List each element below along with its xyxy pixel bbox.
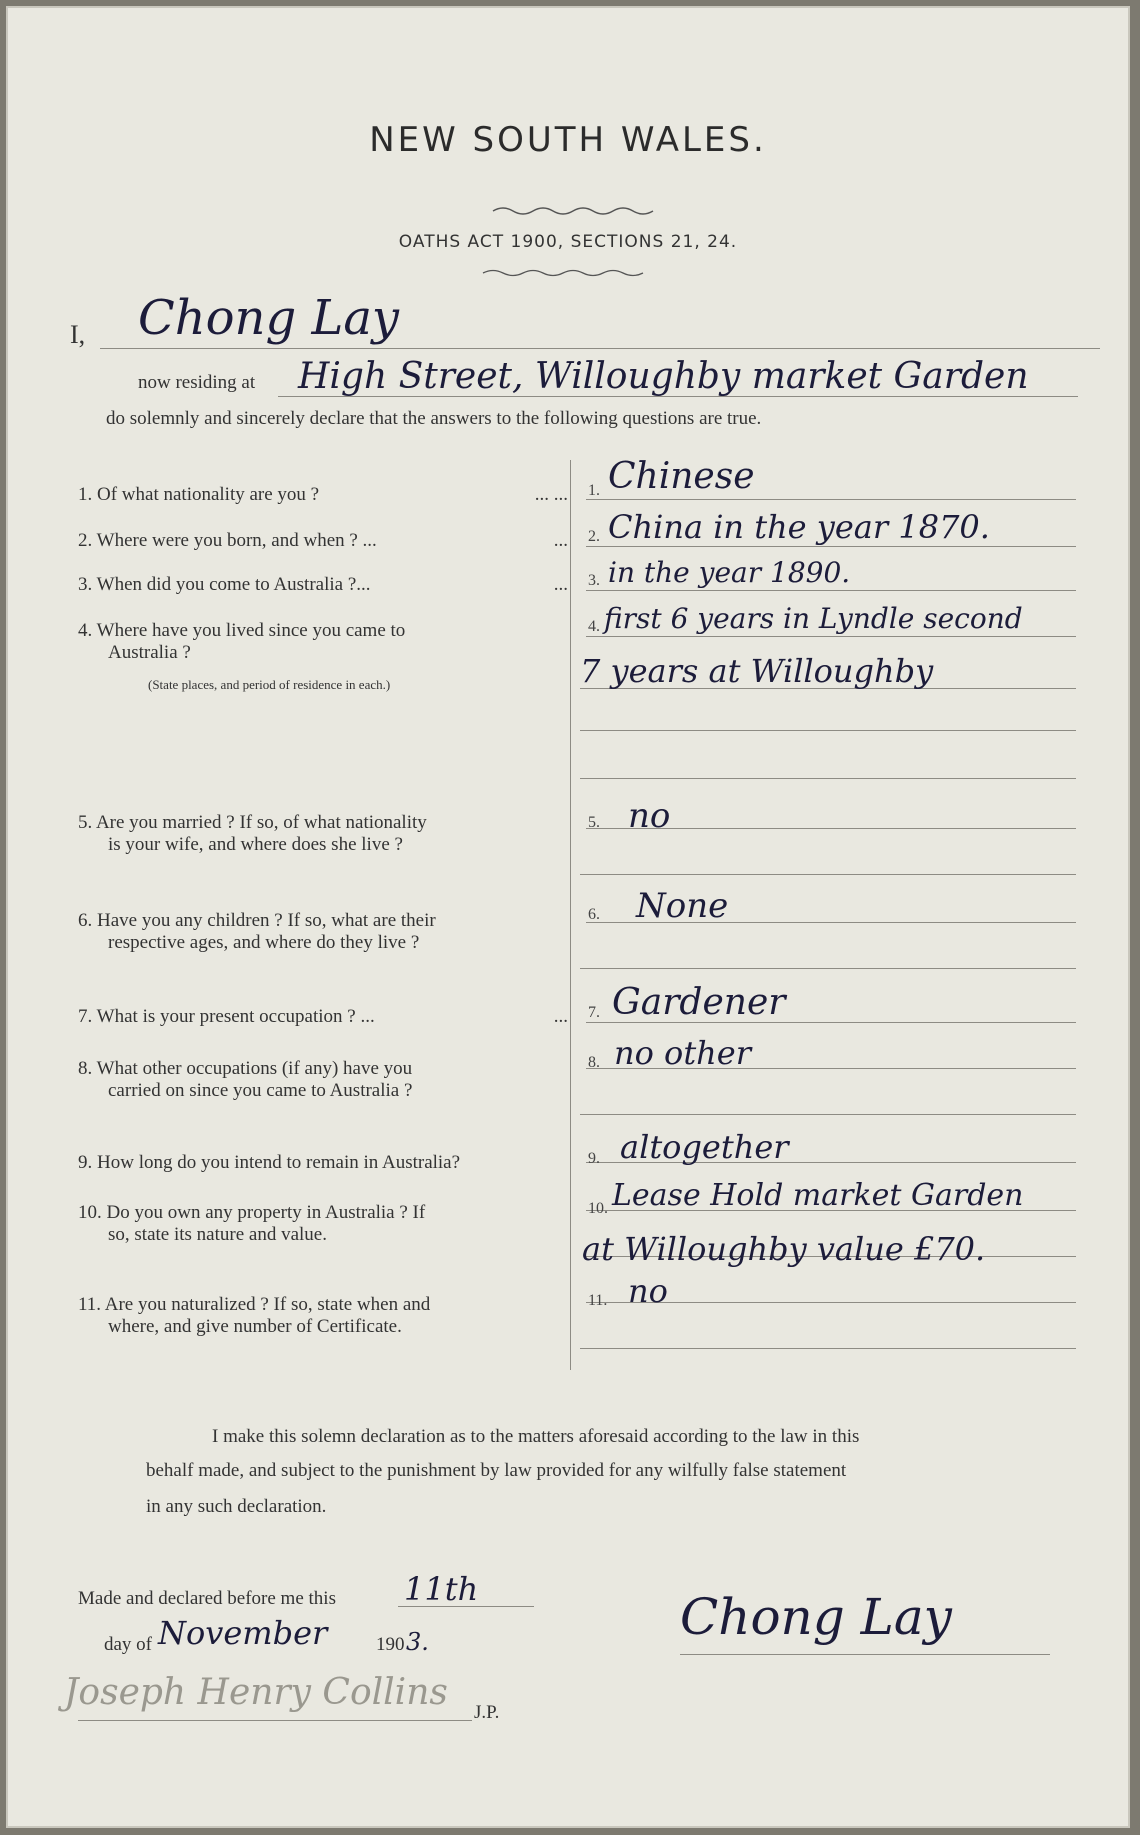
answer-1: Chinese — [608, 456, 755, 497]
answer-8: no other — [614, 1034, 752, 1072]
solemn-line-2: behalf made, and subject to the punishment by law provided for any wilfully false statement — [146, 1460, 847, 1481]
question-9: 9. How long do you intend to remain in Australia? — [78, 1152, 461, 1173]
question-4: 4. Where have you lived since you came to Australia ? (State places, and period of residence in each.) — [78, 620, 406, 692]
declaration-day: 11th — [404, 1570, 479, 1608]
residing-label: now residing at — [138, 372, 256, 393]
year-prefix: 190 — [376, 1634, 405, 1655]
solemn-line-3: in any such declaration. — [146, 1496, 327, 1517]
declarant-signature: Chong Lay — [680, 1588, 952, 1646]
declaration-intro: do solemnly and sincerely declare that the answers to the following questions are true. — [106, 408, 762, 429]
jp-label: J.P. — [474, 1702, 500, 1723]
answer-5: no — [628, 796, 671, 836]
made-declared-label: Made and declared before me this — [78, 1588, 336, 1609]
question-6: 6. Have you any children ? If so, what are their respective ages, and where do they live ? — [78, 910, 436, 953]
year-value: 3. — [406, 1628, 429, 1656]
question-2: 2. Where were you born, and when ? ... ... — [78, 530, 568, 551]
answer-4-line-1: first 6 years in Lyndle second — [604, 602, 1023, 635]
answer-10-line-2: at Willoughby value £70. — [582, 1230, 986, 1268]
subtitle-flourish-icon — [478, 267, 648, 279]
jp-signature: Joseph Henry Collins — [64, 1672, 448, 1713]
form-subtitle: OATHS ACT 1900, SECTIONS 21, 24. — [398, 232, 738, 252]
title-flourish-icon — [488, 204, 668, 218]
question-8: 8. What other occupations (if any) have you carried on since you came to Australia ? — [78, 1058, 413, 1101]
declaration-month: November — [158, 1614, 328, 1652]
answer-4-line-2: 7 years at Willoughby — [580, 652, 934, 690]
question-7: 7. What is your present occupation ? ... ... — [78, 1006, 568, 1027]
answer-11: no — [628, 1272, 668, 1310]
answer-2: China in the year 1870. — [608, 508, 990, 546]
residing-address: High Street, Willoughby market Garden — [298, 356, 1029, 397]
answer-9: altogether — [620, 1128, 789, 1166]
question-1: 1. Of what nationality are you ? ... ... — [78, 484, 568, 505]
answer-6: None — [636, 886, 729, 926]
declaration-form: NEW SOUTH WALES. OATHS ACT 1900, SECTIONS 21, 24. I, Chong Lay now residing at High Street, Willoughby market Garden do solemnly and sincerely declare that the answers to the following questions are true. 1. Of what nationality are you ? ... ... 2. Where were you born, and when ? ... ... 3. When did you come to Australia ?... ... 4. Where have you lived since you came to Australia ? (State places, and period of residence in each.) 5. Are you married ? If so, of what nationality is your wife, and where does she live ? 6. Have you any children ? If so, what are their respective ages, and where do they live ? 7. What is your present occupation ? ... ... 8. What other occupations (if any) have you carried on since you came to Australia ? 9. How long do you intend to remain in Australia? 10. Do you own any property in Australia ? If so, state its nature and value. 11. Are you naturalized ? If so, state when and where, and give number of Certificate. 1. Chinese 2. China in the year 1870. 3. in the year 1890. 4. first 6 years in Lyndle second 7 years at Willoughby 5. no 6. None 7. Gardener 8. no other 9. altogether 10. Lease Hold market Garden at Willoughby value £70. 11. no I make this solemn declaration as to the matters aforesaid according to the law in this behalf made, and subject to the punishment by law provided for any wilfully false statement in any such declaration. Made and declared before me this 11th day of November 190 3. Joseph Henry Collins J.P. Chong Lay — [6, 6, 1130, 1828]
form-title: NEW SOUTH WALES. — [369, 120, 767, 160]
declarant-name: Chong Lay — [138, 290, 400, 346]
question-11: 11. Are you naturalized ? If so, state when and where, and give number of Certificate. — [78, 1294, 431, 1337]
answer-7: Gardener — [612, 982, 786, 1023]
question-3: 3. When did you come to Australia ?... ... — [78, 574, 568, 595]
answer-10-line-1: Lease Hold market Garden — [612, 1178, 1024, 1213]
answer-3: in the year 1890. — [608, 556, 851, 589]
question-10: 10. Do you own any property in Australia ? If so, state its nature and value. — [78, 1202, 426, 1245]
day-of-label: day of — [104, 1634, 153, 1655]
declarant-prefix: I, — [70, 320, 86, 349]
solemn-line-1: I make this solemn declaration as to the matters aforesaid according to the law in this — [212, 1426, 860, 1447]
column-divider — [570, 460, 571, 1370]
question-5: 5. Are you married ? If so, of what nationality is your wife, and where does she live ? — [78, 812, 427, 855]
